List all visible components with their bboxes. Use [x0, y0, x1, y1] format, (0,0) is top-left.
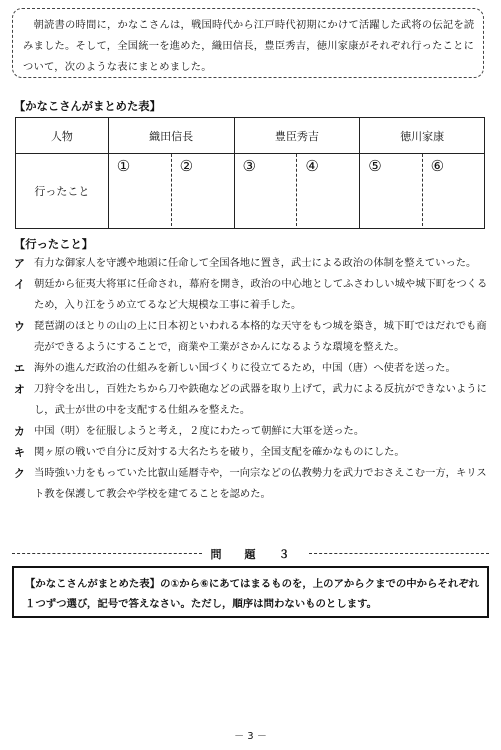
item-text: 関ヶ原の戦いで自分に反対する大名たちを破り，全国支配を確かなものにした。 — [34, 446, 405, 458]
summary-table — [15, 117, 485, 229]
action-item-ka — [14, 421, 489, 442]
header-person: 人物 — [16, 118, 109, 154]
header-oda-nobunaga: 織田信長 — [108, 118, 234, 154]
item-text: 海外の進んだ政治の仕組みを新しい国づくりに役立てるため，中国（唐）へ使者を送った。 — [34, 362, 456, 374]
question-title-bar — [12, 547, 489, 561]
intro-text: 朝読書の時間に，かなこさんは，戦国時代から江戸時代初期にかけて活躍した武将の伝記を読みました。そして，全国統一を進めた，織田信長，豊臣秀吉，徳川家康がそれぞれ行ったことについて，次のような表にまとめました。 — [23, 19, 475, 73]
action-item-e — [14, 358, 489, 379]
answer-slot-4[interactable] — [296, 154, 359, 226]
question-box — [12, 566, 489, 618]
slot-number: ⑥ — [430, 157, 445, 175]
divider-left — [12, 553, 202, 554]
answer-slot-6[interactable] — [422, 154, 484, 226]
tokugawa-answer-cell — [360, 154, 485, 229]
action-item-o — [14, 379, 489, 421]
question-text: 【かなこさんがまとめた表】の①から⑥にあてはまるものを，上のアからクまでの中からそれぞれ１つずつ選び，記号で答えなさい。ただし，順序は問わないものとします。 — [25, 578, 479, 610]
item-marker: ウ — [14, 320, 25, 333]
action-item-a — [14, 253, 489, 274]
header-tokugawa-ieyasu: 徳川家康 — [360, 118, 485, 154]
divider-right — [309, 553, 489, 554]
action-item-ku — [14, 463, 489, 505]
answer-slot-2[interactable] — [171, 154, 234, 226]
answer-slot-5[interactable] — [360, 154, 421, 226]
slot-number: ⑤ — [368, 157, 382, 175]
table-heading: 【かなこさんがまとめた表】 — [14, 100, 161, 113]
answer-slot-1[interactable] — [109, 154, 171, 226]
toyotomi-answer-cell — [234, 154, 360, 229]
slot-number: ④ — [305, 157, 319, 175]
item-marker: ア — [14, 257, 25, 270]
slot-number: ① — [116, 157, 131, 175]
action-item-i — [14, 274, 489, 316]
item-marker: カ — [14, 425, 25, 438]
question-label: 問 題 ３ — [210, 548, 296, 561]
page-number: － 3 － — [234, 731, 267, 742]
table-body-row — [16, 154, 485, 229]
item-text: 朝廷から征夷大将軍に任命され，幕府を開き，政治の中心地としてふさわしい城や城下町をつくるため，入り江をうめ立てるなど大規模な工事に着手した。 — [34, 278, 488, 311]
intro-box — [12, 8, 484, 78]
item-marker: ク — [14, 467, 25, 480]
item-text: 刀狩令を出し，百姓たちから刀や鉄砲などの武器を取り上げて，武力による反抗ができないようにし，武士が世の中を支配する仕組みを整えた。 — [34, 383, 487, 416]
oda-answer-cell — [108, 154, 234, 229]
item-marker: オ — [14, 383, 25, 396]
item-marker: エ — [14, 362, 25, 375]
action-item-u — [14, 316, 489, 358]
item-text: 中国（明）を征服しようと考え，２度にわたって朝鮮に大軍を送った。 — [34, 425, 365, 437]
actions-list — [14, 253, 489, 505]
row-label: 行ったこと — [16, 154, 109, 229]
answer-slot-3[interactable] — [235, 154, 297, 226]
item-text: 有力な御家人を守護や地頭に任命して全国各地に置き，武士による政治の体制を整えていった。 — [34, 257, 477, 269]
item-marker: イ — [14, 278, 25, 291]
table-header-row — [16, 118, 485, 154]
actions-heading: 【行ったこと】 — [14, 238, 94, 251]
slot-number: ③ — [242, 157, 256, 175]
action-item-ki — [14, 442, 489, 463]
item-text: 琵琶湖のほとりの山の上に日本初といわれる本格的な天守をもつ城を築き，城下町ではだれでも商売ができるようにすることで，商業や工業がさかんになるような環境を整えた。 — [34, 320, 487, 353]
header-toyotomi-hideyoshi: 豊臣秀吉 — [234, 118, 360, 154]
item-text: 当時強い力をもっていた比叡山延暦寺や，一向宗などの仏教勢力を武力でおさえこむ一方，キリスト教を保護して教会や学校を建てることを認めた。 — [34, 467, 487, 500]
item-marker: キ — [14, 446, 25, 459]
slot-number: ② — [179, 157, 194, 175]
